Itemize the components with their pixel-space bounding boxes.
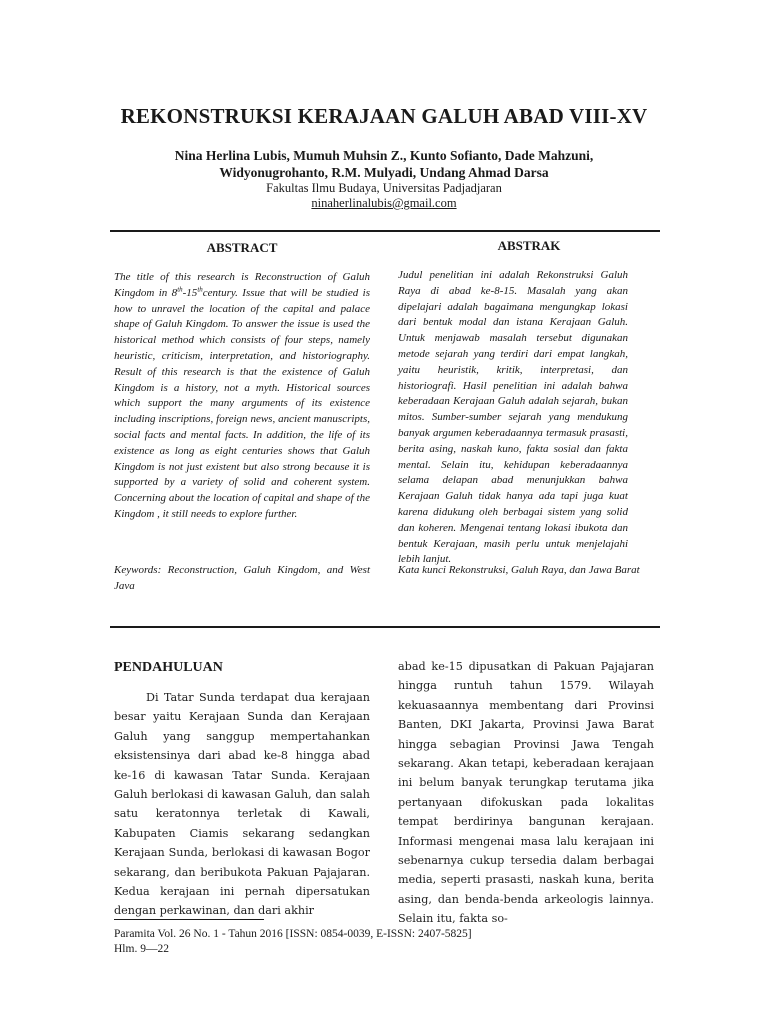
affiliation: Fakultas Ilmu Budaya, Universitas Padjadjaran: [266, 181, 502, 195]
email-link[interactable]: ninaherlinalubis@gmail.com: [311, 196, 457, 210]
middle-divider: [110, 626, 660, 628]
abstrak-text: Judul penelitian ini adalah Rekonstruksi Galuh Raya di abad ke-8-15. Masalah yang akan dipelajari adalah bagaimana mengungkap lokasi dari bentuk modal dan istana Kerajaan Galuh. Untuk menjawab masalah tersebut digunakan metode sejarah yang terdiri dari empat langkah, yaitu heuristik, kritik, interpretasi, dan historiografi. Hasil penelitian ini adalah bahwa keberadaan Kerajaan Galuh adalah sejarah, bukan mitos. Sumber-sumber sejarah yang mendukung banyak argumen keberadaannya termasuk prasasti, berita asing, naskah kuno, fakta sosial dan fakta mental. Selain itu, kehidupan keberadaannya selama delapan abad menunjukkan bahwa Kerajaan Galuh tidak hanya ada tapi juga kuat karena didukung oleh berbagai sistem yang solid dan koheren. Mengenai tentang lokasi ibukota dan bentuk Kerajaan, masih perlu untuk menjelajahi lebih lanjut.: [398, 269, 628, 566]
authors-line-1: Nina Herlina Lubis, Mumuh Muhsin Z., Kunto Sofianto, Dade Mahzuni,: [174, 148, 594, 163]
page-range: Hlm. 9—22: [114, 943, 169, 955]
body-column-left: [114, 688, 370, 921]
section-heading: PENDAHULUAN: [114, 660, 223, 675]
body-paragraph: abad ke-15 dipusatkan di Pakuan Pajajaran hingga runtuh tahun 1579. Wilayah kekuasaannya membentang dari Provinsi Banten, DKI Jakarta, Provinsi Jawa Barat hingga sebagian Provinsi Jawa Tengah sekarang. Akan tetapi, keberadaan kerajaan ini belum banyak terungkap terutama jika pertanyaan difokuskan pada lokalitas tempat berdirinya bangunan kerajaan. Informasi mengenai masa lalu kerajaan ini sebenarnya cukup tersedia dalam berbagai media, seperti prasasti, naskah kuna, berita asing, dan benda-benda arkeologis lainnya. Selain itu, fakta so-: [398, 660, 654, 926]
abstract-keywords: Keywords: Reconstruction, Galuh Kingdom, and West Java: [114, 564, 370, 592]
authors-line-2: Widyonugrohanto, R.M. Mulyadi, Undang Ahmad Darsa: [219, 165, 549, 180]
footnote-divider: [114, 919, 264, 920]
abstrak-keywords: Kata kunci Rekonstruksi, Galuh Raya, dan Jawa Barat: [398, 564, 640, 576]
body-paragraph: Di Tatar Sunda terdapat dua kerajaan besar yaitu Kerajaan Sunda dan Kerajaan Galuh yang sanggup mempertahankan eksistensinya dari abad ke-8 hingga abad ke-16 di kawasan Tatar Sunda. Kerajaan Galuh berlokasi di kawasan Galuh, dan salah satu keratonnya terletak di Kawali, Kabupaten Ciamis sekarang sedangkan Kerajaan Sunda, berlokasi di kawasan Bogor sekarang, dan beribukota Pakuan Pajajaran. Kedua kerajaan ini pernah dipersatukan dengan perkawinan, dan dari akhir: [114, 691, 370, 918]
journal-citation: Paramita Vol. 26 No. 1 - Tahun 2016 [ISSN: 0854-0039, E-ISSN: 2407-5825]: [114, 928, 472, 940]
abstrak-heading: ABSTRAK: [497, 238, 561, 253]
body-column-right: [398, 657, 654, 929]
author-email: [0, 196, 768, 211]
paper-title: REKONSTRUKSI KERAJAAN GALUH ABAD VIII-XV: [120, 104, 648, 128]
abstract-heading: ABSTRACT: [206, 240, 278, 255]
abstract-text: The title of this research is Reconstruction of Galuh Kingdom in 8th-15thcentury. Issue that will be studied is how to unravel the location of the capital and palace shape of Galuh Kingdom. To answer the issue is used the historical method which consists of four steps, namely heuristic, criticism, interpretation, and historiography. Result of this research is that the existence of Galuh Kingdom is a history, not a myth. Historical sources which support the many arguments of its existence including inscriptions, foreign news, ancient manuscripts, social facts and mental facts. In addition, the life of its existence as long as eight centuries shows that Galuh Kingdom is not just existent but also strong because it is supported by a variety of solid and coherent system. Concerning about the location of capital and shape of the Kingdom , it still needs to explore further.: [114, 271, 370, 520]
top-divider: [110, 230, 660, 232]
